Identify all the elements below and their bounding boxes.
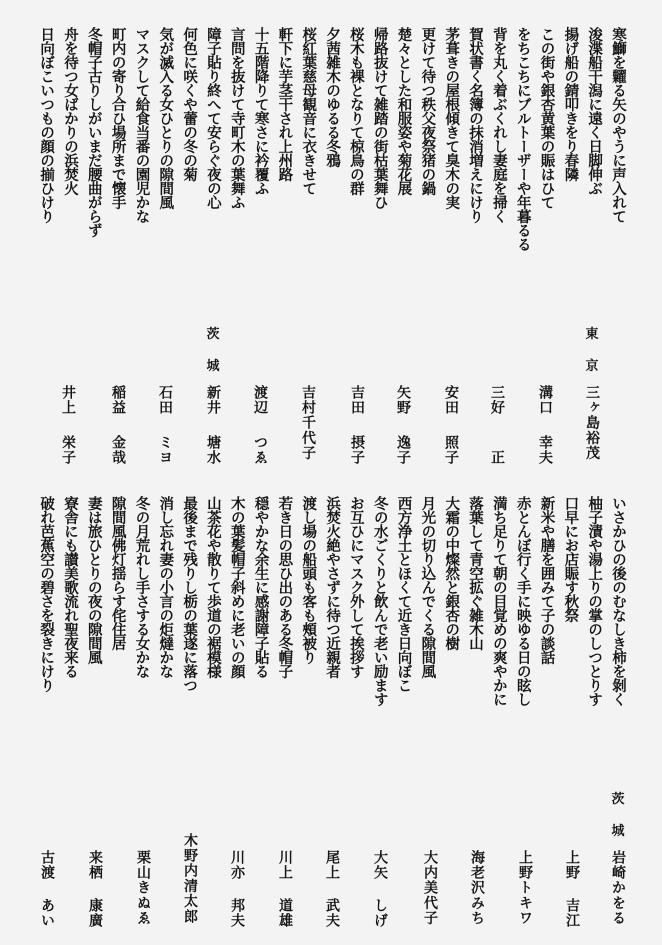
author-name	[322, 850, 342, 928]
author-given-name: しげ	[372, 897, 388, 928]
author-family-name: 稲益	[110, 385, 126, 416]
author-name	[37, 850, 57, 928]
author-name	[85, 850, 105, 928]
haiku-poem: 月光の切り込んでくる隙間風	[419, 496, 436, 678]
author-given-name: 摂子	[349, 434, 365, 465]
haiku-poem: 山茶花や散りて歩道の裾模様	[204, 496, 221, 678]
author-name	[347, 385, 367, 465]
haiku-poem: 穏やかな余生に感謝障子貼る	[252, 496, 269, 678]
author-family-name: 上野	[564, 850, 580, 881]
author-family-name: 大矢	[372, 850, 388, 881]
author-given-name: 吉江	[564, 897, 580, 928]
author-name	[298, 385, 318, 465]
author-family-name: 大内美代子	[422, 850, 438, 926]
haiku-poem: 揚げ船の錆叩きをり春隣	[562, 27, 579, 181]
haiku-poem: 日向ぼこいつもの顔の揃ひけり	[38, 27, 55, 223]
author-given-name: 金哉	[110, 434, 126, 465]
author-name	[203, 385, 223, 465]
author-name	[393, 385, 413, 465]
author-name	[180, 833, 200, 928]
author-family-name: 木野内清太郎	[182, 833, 198, 925]
author-name	[133, 850, 153, 928]
haiku-poem: 新米や膳を囲みて子の談話	[538, 496, 555, 664]
author-family-name: 川上	[277, 850, 293, 881]
author-family-name: 古渡	[39, 850, 55, 881]
region-label	[582, 323, 602, 374]
author-family-name: 溝口	[537, 385, 553, 416]
haiku-poem: 冬帽子古りしがいまだ腰曲がらず	[85, 27, 102, 237]
author-family-name: 尾上	[324, 850, 340, 881]
author-given-name: 栄子	[60, 434, 76, 465]
haiku-poem: 楚々とした和服姿や菊花展	[395, 27, 412, 195]
author-given-name: つゑ	[252, 434, 268, 465]
author-family-name: 矢野	[395, 385, 411, 416]
haiku-poem: 何色に咲くや蕾の冬の菊	[181, 27, 198, 181]
haiku-poem: 木の葉髪帽子斜めに老いの顔	[228, 496, 245, 678]
author-name	[58, 385, 78, 465]
author-given-name: ミヨ	[157, 434, 173, 465]
haiku-poem: 柚子漬や湯上りの掌のしつとりす	[586, 496, 603, 706]
region-char: 京	[585, 359, 599, 374]
author-given-name: 康廣	[87, 897, 103, 928]
haiku-poem: 茅葺きの屋根傾きて臭木の実	[443, 27, 460, 209]
haiku-poem: 最後まで残りし栃の葉遂に落つ	[181, 496, 198, 692]
haiku-poem: お互ひにマスク外して挨拶す	[347, 496, 364, 678]
haiku-poem: 赤とんぼ行く手に映ゆる日の眩し	[514, 496, 531, 706]
author-name	[582, 385, 602, 465]
haiku-poem: 大霜の中燦然と銀杏の樹	[443, 496, 460, 650]
region-label	[203, 323, 223, 374]
author-name	[420, 850, 440, 928]
haiku-poem: 帰路抜けて雑踏の街枯葉舞ひ	[371, 27, 388, 209]
author-family-name: 三ヶ島裕茂	[584, 385, 600, 461]
author-name	[608, 850, 628, 928]
haiku-poem: 寮舎にも讃美歌流れ聖夜来る	[61, 496, 78, 678]
haiku-poem: 桜紅葉慈母観音に衣きせて	[300, 27, 317, 195]
haiku-poem: この街や銀杏黄葉の賑はひて	[538, 27, 555, 209]
haiku-poem: 口早にお店賑す秋祭	[562, 496, 579, 622]
author-given-name: 幸夫	[537, 434, 553, 465]
author-family-name: 安田	[443, 385, 459, 416]
region-label	[608, 788, 628, 839]
haiku-poem: いさかひの後のむなしき柿を剝く	[610, 496, 626, 706]
author-family-name: 三好	[489, 385, 505, 416]
author-family-name: 吉田	[349, 385, 365, 416]
author-name	[487, 385, 507, 465]
haiku-poem: 障子貼り終へて安らぐ夜の心	[204, 27, 221, 209]
author-family-name: 栗山きぬゑ	[135, 850, 151, 926]
author-name	[515, 850, 535, 928]
haiku-poem: 軒下に芋茎干され上州路	[276, 27, 293, 181]
region-char: 茨	[611, 792, 625, 807]
author-name	[155, 385, 175, 465]
haiku-poem: 冬の月荒れし手さする女かな	[133, 496, 150, 678]
author-family-name: 石田	[157, 385, 173, 416]
region-char: 東	[585, 327, 599, 342]
haiku-poem: 渡し場の船頭も客も頰被り	[300, 496, 317, 664]
haiku-poem: 冬の水ごくりと飲んで老い励ます	[371, 496, 388, 706]
author-family-name: 川亦	[229, 850, 245, 881]
haiku-poem: 浚渫船干潟に遠く日脚伸ぶ	[586, 27, 603, 195]
haiku-columns-top	[33, 27, 629, 297]
haiku-poem: 妻は旅ひとりの夜の隙間風	[85, 496, 102, 664]
haiku-poem: 破れ芭蕉空の碧さを裂きにけり	[38, 496, 55, 692]
haiku-poem: 言問を抜けて寺町木の葉舞ふ	[228, 27, 245, 209]
author-given-name: 邦夫	[229, 897, 245, 928]
haiku-poem: 夕茜雑木のゆるる冬鴉	[324, 27, 341, 167]
author-family-name: 渡辺	[252, 385, 268, 416]
haiku-poem: 若き日の思ひ出のある冬帽子	[276, 496, 293, 678]
region-char: 茨	[206, 327, 220, 342]
author-name	[370, 850, 390, 928]
haiku-poem: 賀状書く名簿の抹消増えにけり	[467, 27, 484, 223]
author-name	[227, 850, 247, 928]
author-name	[108, 385, 128, 465]
haiku-poem: 西方浄土とほくて近き日向ぼこ	[395, 496, 412, 692]
haiku-poem: 更けて待つ秩父夜祭猪の鍋	[419, 27, 436, 195]
author-given-name: 正	[489, 449, 505, 465]
author-family-name: 吉村千代子	[300, 385, 316, 461]
haiku-poem: マスクして給食当番の園児かな	[133, 27, 150, 223]
haiku-poem: 落葉して青空拡ぐ雑木山	[467, 496, 484, 650]
region-char: 城	[611, 824, 625, 839]
haiku-poem: 満ち足りて朝の目覚めの爽やかに	[490, 496, 507, 706]
author-name	[562, 850, 582, 928]
author-name	[275, 850, 295, 928]
author-name	[441, 385, 461, 465]
haiku-poem: をちこちにブルトーザーや年暮るる	[514, 27, 531, 251]
haiku-poem: 隙間風佛灯揺らす侘住居	[109, 496, 126, 650]
author-name	[535, 385, 555, 465]
author-given-name: 塘水	[205, 434, 221, 465]
author-given-name: 武夫	[324, 897, 340, 928]
author-given-name: 逸子	[395, 434, 411, 465]
haiku-poem: 背を丸く着ぶくれし妻庭を掃く	[490, 27, 507, 223]
author-name	[467, 850, 487, 928]
author-family-name: 岩崎かをる	[610, 850, 626, 926]
haiku-poem: 舟を待つ女ばかりの浜焚火	[61, 27, 78, 195]
haiku-poem: 十五階降りて寒さに衿覆ふ	[252, 27, 269, 195]
author-family-name: 井上	[60, 385, 76, 416]
author-name	[250, 385, 270, 465]
haiku-poem: 浜焚火絶やさずに待つ近親者	[324, 496, 341, 678]
author-family-name: 来栖	[87, 850, 103, 881]
haiku-poem: 気が滅入る女ひとりの隙間風	[157, 27, 174, 209]
author-family-name: 上野トキワ	[517, 850, 533, 926]
haiku-poem: 寒鰤を糶る矢のやうに声入れて	[610, 27, 626, 223]
author-given-name: あい	[39, 897, 55, 928]
region-char: 城	[206, 359, 220, 374]
author-given-name: 道雄	[277, 897, 293, 928]
author-family-name: 海老沢みち	[469, 850, 485, 926]
author-given-name: 照子	[443, 434, 459, 465]
author-family-name: 新井	[205, 385, 221, 416]
haiku-poem: 消し忘れ妻の小言の炬燵かな	[157, 496, 174, 678]
haiku-poem: 桜木も裸となりて椋鳥の群	[347, 27, 364, 195]
haiku-poem: 町内の寄り合ひ場所まで懐手	[109, 27, 126, 209]
haiku-columns-bottom	[33, 496, 629, 766]
